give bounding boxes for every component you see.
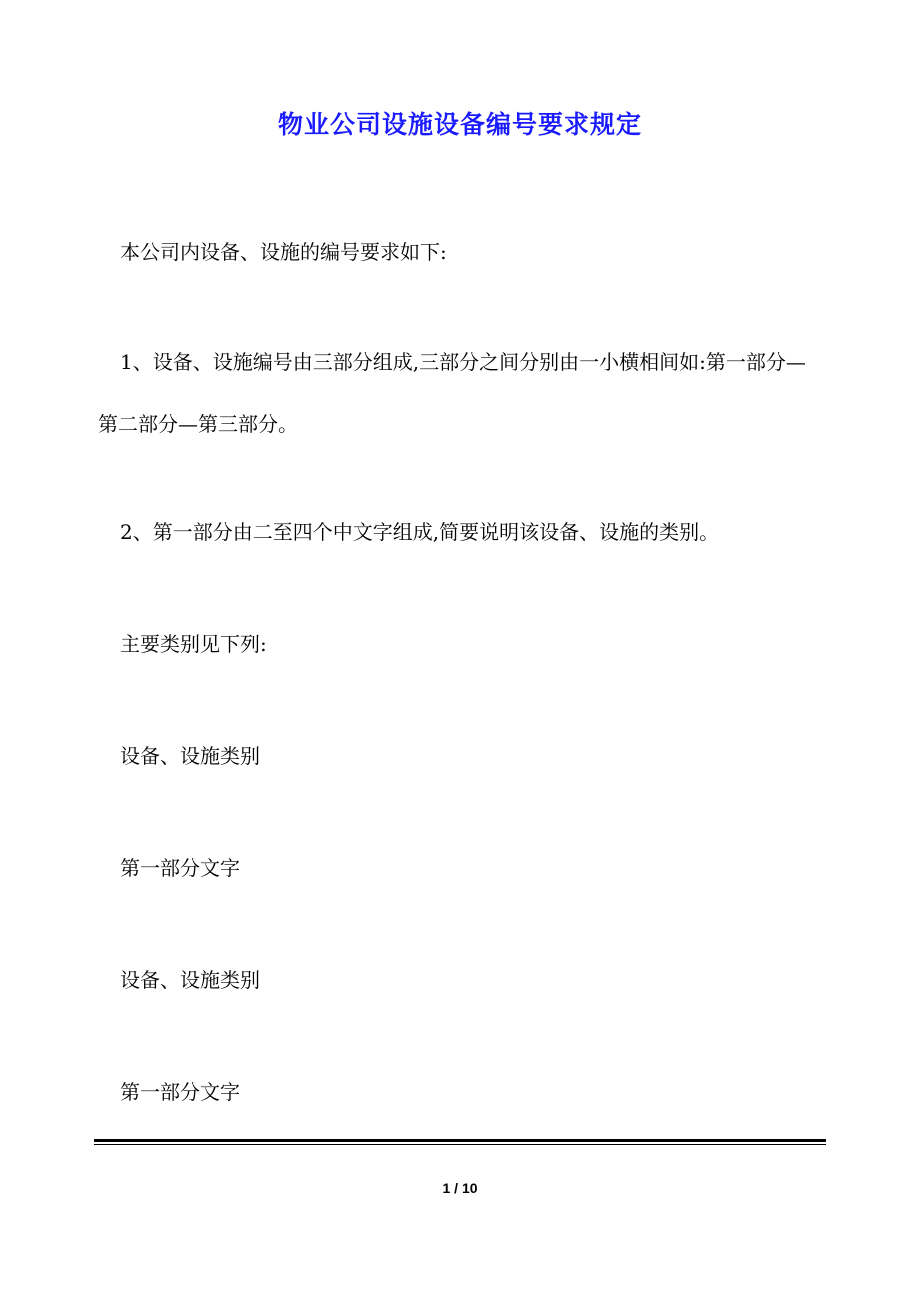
first-part-heading-text: 第一部分文字 <box>120 856 240 880</box>
category-heading-text: 设备、设施类别 <box>120 744 260 768</box>
page-indicator: 1 / 10 <box>442 1180 478 1196</box>
paragraph-rule-1 <box>98 331 824 455</box>
category-heading <box>98 949 824 1011</box>
paragraph-rule-2 <box>98 501 824 563</box>
first-part-heading-text: 第一部分文字 <box>120 1080 240 1104</box>
paragraph-intro <box>98 221 824 283</box>
category-heading <box>98 725 824 787</box>
first-part-heading <box>98 1061 824 1123</box>
paragraph-categories-intro <box>98 613 824 675</box>
paragraph-rule-2-text: 2、第一部分由二至四个中文字组成,简要说明该设备、设施的类别。 <box>120 520 720 544</box>
paragraph-rule-1-text: 1、设备、设施编号由三部分组成,三部分之间分别由一小横相间如:第一部分—第二部分—第三部分。 <box>98 350 806 436</box>
paragraph-categories-intro-text: 主要类别见下列: <box>120 632 267 656</box>
paragraph-intro-text: 本公司内设备、设施的编号要求如下: <box>120 240 447 264</box>
first-part-heading <box>98 837 824 899</box>
category-heading-text: 设备、设施类别 <box>120 968 260 992</box>
footer-divider-thin <box>94 1144 826 1145</box>
footer-divider <box>94 1139 826 1142</box>
document-title: 物业公司设施设备编号要求规定 <box>277 109 642 139</box>
